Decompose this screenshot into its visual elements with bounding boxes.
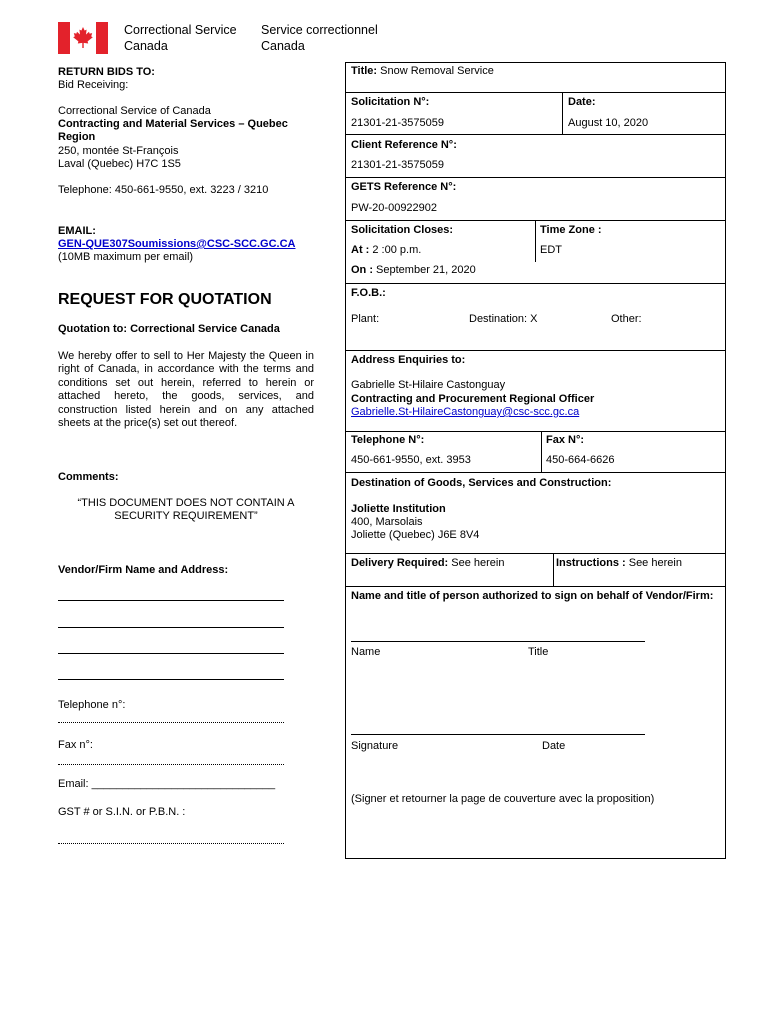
return-bids-label: RETURN BIDS TO: [58,66,155,78]
canada-flag-icon [58,22,108,54]
sign-note: (Signer et retourner la page de couverture avec la proposition) [351,793,655,805]
on-label: On : [351,264,373,276]
rule [535,220,536,262]
institution-address2: Joliette (Quebec) J6E 8V4 [351,529,480,541]
department-name-fr [261,22,378,54]
page-title: REQUEST FOR QUOTATION [58,291,272,308]
delivery-value: See herein [448,557,505,569]
city-address: Laval (Quebec) H7C 1S5 [58,158,181,170]
timezone-label: Time Zone : [540,224,602,236]
fax-value: 450-664-6626 [546,454,615,466]
rule [345,586,725,587]
timezone-value: EDT [540,244,562,256]
solicitation-label: Solicitation N°: [351,96,430,108]
return-telephone: Telephone: 450-661-9550, ext. 3223 / 3210 [58,184,269,196]
rule [562,92,563,134]
vendor-line-1[interactable] [58,600,284,601]
rule [345,553,725,554]
date-value: August 10, 2020 [568,117,649,129]
email-size-note: (10MB maximum per email) [58,251,194,263]
quotation-to: Quotation to: Correctional Service Canada [58,323,280,335]
fob-plant: Plant: [351,313,380,325]
date-field-label: Date [542,740,566,752]
division-line1: Contracting and Material Services – Quebec [58,118,288,130]
instructions-label: Instructions : [556,557,626,569]
contact-email-link[interactable]: Gabrielle.St-HilaireCastonguay@csc-scc.gc.ca [351,406,580,418]
gst-field[interactable] [58,843,284,844]
enquiries-label: Address Enquiries to: [351,354,466,366]
institution-name: Joliette Institution [351,503,446,515]
gst-label: GST # or S.I.N. or P.B.N. : [58,806,186,818]
title-field [351,65,494,78]
vendor-telephone-field[interactable] [58,722,284,723]
fax-label: Fax N°: [546,434,585,446]
title-label: Title: [351,65,378,77]
bid-receiving: Bid Receiving: [58,79,129,91]
dept-en-line1: Correctional Service [124,23,237,37]
street-address: 250, montée St-François [58,145,179,157]
destination-goods-label: Destination of Goods, Services and Construction: [351,477,612,489]
authorized-label: Name and title of person authorized to sign on behalf of Vendor/Firm: [351,590,714,602]
date-label: Date: [568,96,596,108]
rule [345,177,725,178]
rule [345,431,725,432]
dept-en-line2: Canada [124,39,168,53]
contact-title: Contracting and Procurement Regional Officer [351,393,595,405]
vendor-email-field[interactable]: Email: ______________________________ [58,778,276,790]
rule [553,553,554,586]
instructions-value: See herein [625,557,682,569]
gets-label: GETS Reference N°: [351,181,457,193]
rule [345,350,725,351]
org-name: Correctional Service of Canada [58,105,211,117]
rule [541,431,542,472]
instructions [556,557,682,570]
on-value: September 21, 2020 [373,264,476,276]
rule [345,472,725,473]
vendor-telephone-label: Telephone n°: [58,699,126,711]
division-line2: Region [58,131,96,143]
solicitation-value: 21301-21-3575059 [351,117,444,129]
vendor-line-2[interactable] [58,627,284,628]
at-label: At : [351,244,370,256]
bid-email-link[interactable]: GEN-QUE307Soumissions@CSC-SCC.GC.CA [58,238,296,250]
dept-fr-line1: Service correctionnel [261,23,378,37]
signature-date-line[interactable] [351,734,645,735]
rule [345,283,725,284]
closes-time [351,244,421,257]
rule [345,134,725,135]
vendor-fax-field[interactable] [58,764,284,765]
dept-fr-line2: Canada [261,39,305,53]
signature-label: Signature [351,740,399,752]
vendor-line-3[interactable] [58,653,284,654]
fob-destination: Destination: X [469,313,538,325]
offer-paragraph: We hereby offer to sell to Her Majesty the Queen in right of Canada, in accordance with the terms and conditions set out herein, referred to herein or attached hereto, the goods, services, and construction listed herein and on any attached sheets at the price(s) set out thereof. [58,350,314,430]
delivery-label: Delivery Required: [351,557,449,569]
vendor-fax-label: Fax n°: [58,739,93,751]
title-field-label: Title [528,646,549,658]
closes-date [351,264,476,277]
comments-line2: SECURITY REQUIREMENT” [114,510,258,523]
fob-other: Other: [611,313,642,325]
client-ref-value: 21301-21-3575059 [351,159,444,171]
telephone-value: 450-661-9550, ext. 3953 [351,454,471,466]
department-name-en [124,22,237,54]
client-ref-label: Client Reference N°: [351,139,457,151]
email-label: EMAIL: [58,225,96,237]
telephone-label: Telephone N°: [351,434,425,446]
fob-label: F.O.B.: [351,287,386,299]
comments-text [58,497,314,524]
vendor-label: Vendor/Firm Name and Address: [58,564,229,576]
comments-label: Comments: [58,471,119,483]
closes-label: Solicitation Closes: [351,224,454,236]
rule [345,92,725,93]
comments-line1: “THIS DOCUMENT DOES NOT CONTAIN A [77,497,295,509]
name-title-line[interactable] [351,641,645,642]
at-value: 2 :00 p.m. [369,244,422,256]
vendor-line-4[interactable] [58,679,284,680]
name-label: Name [351,646,381,658]
gets-value: PW-20-00922902 [351,202,438,214]
institution-address1: 400, Marsolais [351,516,423,528]
contact-name: Gabrielle St-Hilaire Castonguay [351,379,506,391]
delivery-required [351,557,504,570]
title-value: Snow Removal Service [377,65,494,77]
